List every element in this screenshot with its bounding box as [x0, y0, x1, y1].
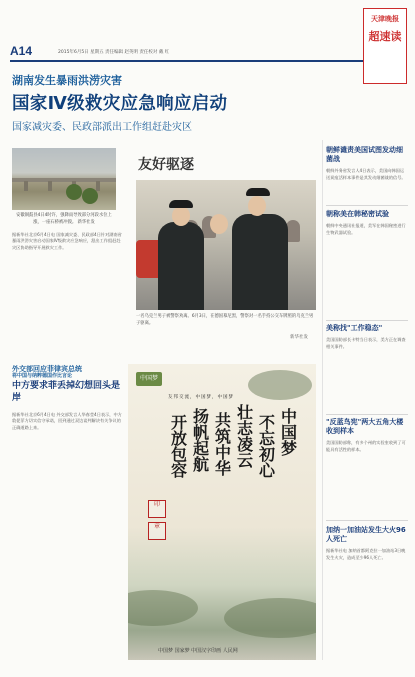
ad-footer: 中国梦 国家梦 中国汉字印画 人民网 — [158, 648, 238, 654]
right-story-headline: 朝称美在韩秘密试验 — [326, 210, 389, 218]
painted-hill — [224, 598, 316, 638]
right-story-text: 朝鲜外务省发言人4日表示，美国向韩国运送炭疽活样本事件是其发动细菌战的信号。 — [326, 168, 406, 180]
divider — [326, 520, 408, 521]
masthead-info: 2015年6月5日 星期五 责任编辑 赵英明 责任校对 戴 红 — [58, 50, 170, 55]
red-seal-stamp: 印 — [148, 500, 166, 518]
bridge-pier — [24, 181, 28, 191]
ad-seal: 中国梦 — [136, 372, 162, 386]
right-story-text: 美国国防部称，有多个州的实验室收到了可能具有活性的样本。 — [326, 440, 406, 452]
divider — [326, 320, 408, 321]
brand-name: 天津晚报 — [371, 14, 399, 23]
tree-shape — [66, 184, 82, 200]
bridge-pier — [48, 181, 52, 191]
flood-photo — [12, 148, 116, 210]
column-rule — [322, 140, 323, 660]
officer-right-cap — [246, 188, 270, 196]
calligraphy-column — [168, 414, 188, 482]
right-story-text: 朝鲜中央通讯社报道，美军在韩国秘密进行生物武器试验。 — [326, 223, 406, 235]
officer-left-head — [172, 206, 190, 226]
right-story-text: 据新华社电 加纳首都阿克拉一加油站3日晚发生火灾，造成至少96人死亡。 — [326, 548, 406, 560]
feature-title: 友好驱逐 — [138, 157, 194, 173]
officer-left — [158, 222, 204, 310]
divider — [326, 414, 408, 415]
police-photo — [136, 180, 316, 310]
right-story-headline: 朝鲜谴责美国试图发动细菌战 — [326, 146, 403, 163]
divider — [326, 205, 408, 206]
calligraphy-column — [278, 408, 298, 460]
civilian-head — [210, 214, 228, 234]
red-seal-stamp: 章 — [148, 522, 166, 540]
calligraphy-text: 共筑中华 — [212, 412, 232, 476]
calligraphy-text: 扬帆起航 — [190, 408, 210, 472]
brand-logo — [363, 8, 407, 84]
calligraphy-text: 壮志凌云 — [234, 404, 254, 468]
lead-kicker: 湖南发生暴雨洪涝灾害 — [12, 74, 122, 87]
right-story-headline: 加纳一加油站发生大火96人死亡 — [326, 526, 406, 543]
lead-subhead: 国家减灾委、民政部派出工作组赶赴灾区 — [12, 122, 192, 133]
painted-tree — [248, 370, 312, 400]
painted-hill — [128, 590, 198, 626]
officer-right-head — [248, 196, 266, 216]
right-story-1 — [326, 146, 408, 181]
left-story-headline: 中方要求菲丢掉幻想回头是岸 — [12, 381, 121, 403]
left-story-body: 据新华社北京6月4日电 外交部发言人华春莹4日表示，中方敦促菲方切实信守承诺，回到通过双边谈判解决有关争议的正确道路上来。 — [12, 412, 122, 430]
calligraphy-text: 开放包容 — [168, 414, 188, 478]
right-story-headline: "反蓝鸟宪"两大五角大楼收到样本 — [326, 418, 404, 435]
right-story-headline: 美称找"工作稳态" — [326, 324, 383, 332]
feature-caption: 一名乌克兰男子被警察劝离。6月3日，在德国慕尼黑，警察对一名手持公交车牌照的乌克兰男子驱离。 — [136, 314, 314, 326]
crowd-figure — [286, 220, 300, 242]
calligraphy-ad — [128, 364, 316, 660]
right-story-3 — [326, 324, 408, 350]
tree-shape — [82, 188, 98, 204]
section-label: 超速读 — [368, 30, 402, 43]
calligraphy-column — [212, 412, 232, 480]
calligraphy-column — [234, 404, 254, 472]
flood-photo-caption: 安徽铜鼓县4日4时许，强降雨导致部分河段水位上涨，一座石桥被冲毁。 新华社发 — [16, 213, 112, 225]
left-story-kicker: 外交部回应菲律宾总统 — [12, 365, 82, 373]
calligraphy-text: 不忘初心 — [256, 414, 276, 478]
bridge-pier — [96, 181, 100, 191]
right-story-2 — [326, 210, 408, 236]
right-story-5 — [326, 526, 408, 561]
lead-body-text: 据新华社北京6月4日电 国家减灾委、民政部4日针对湖南省暴雨洪涝灾害启动国家Ⅳ级救灾应急响应，派出工作组赶赴灾区协助指导开展救灾工作。 — [12, 232, 122, 250]
left-story-subkicker: 将中国与纳粹德国作比言论 — [12, 373, 73, 379]
right-story-4 — [326, 418, 408, 453]
feature-photographer: 新华社发 — [290, 335, 308, 340]
calligraphy-column — [190, 408, 210, 476]
ad-line: 友邦交流，中国梦，中国梦 — [168, 395, 234, 400]
lead-headline: 国家Ⅳ级救灾应急响应启动 — [12, 94, 228, 114]
page-number: A14 — [10, 44, 33, 58]
officer-left-cap — [169, 200, 193, 208]
officer-right — [232, 214, 288, 310]
right-story-text: 美国国防部长卡特当日表示，美方正在调查相关事件。 — [326, 337, 406, 349]
masthead — [10, 44, 405, 62]
calligraphy-text: 中国梦 — [278, 408, 298, 456]
calligraphy-column — [256, 414, 276, 482]
